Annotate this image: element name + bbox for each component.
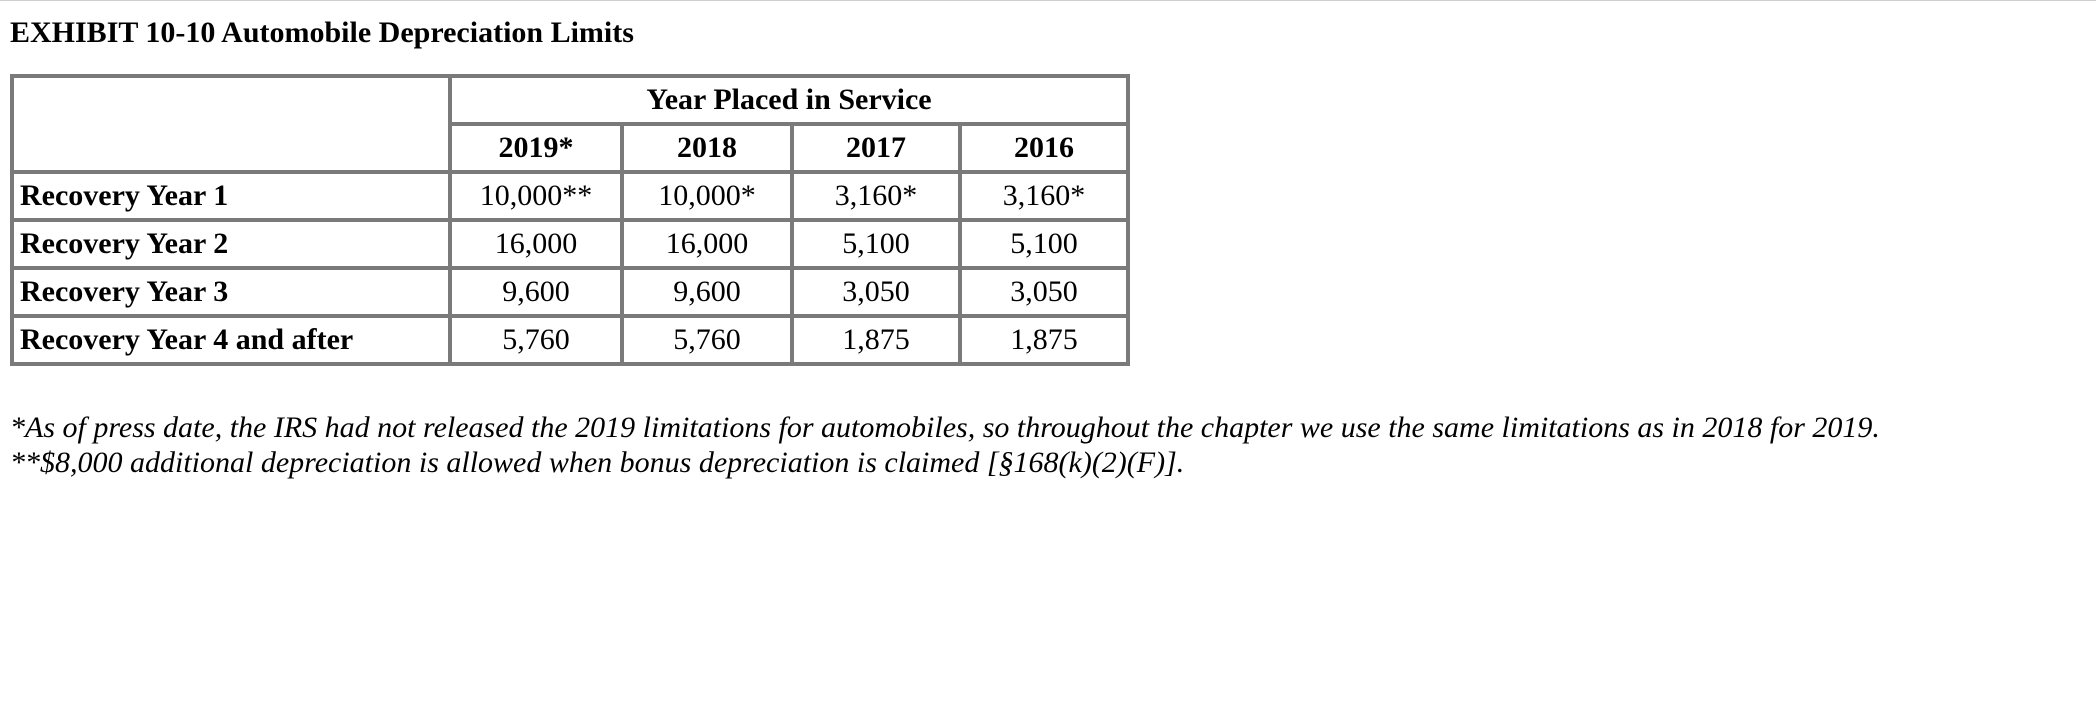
- row-label: Recovery Year 4 and after: [12, 316, 450, 364]
- exhibit-title: EXHIBIT 10-10 Automobile Depreciation Limits: [10, 16, 634, 49]
- column-header-2016: 2016: [960, 124, 1128, 172]
- table-cell: 1,875: [960, 316, 1128, 364]
- table-cell: 5,100: [960, 220, 1128, 268]
- table-cell: 3,050: [960, 268, 1128, 316]
- table-row: [12, 172, 1128, 220]
- depreciation-limits-table: [10, 74, 1130, 366]
- table-cell: 1,875: [792, 316, 960, 364]
- year-placed-in-service-header: Year Placed in Service: [450, 76, 1128, 124]
- table-cell: 9,600: [622, 268, 792, 316]
- table-cell: 10,000**: [450, 172, 622, 220]
- table-cell: 3,160*: [792, 172, 960, 220]
- header-row-group: [12, 76, 1128, 124]
- footnotes: [10, 410, 1880, 480]
- footnote-bonus-depreciation: **$8,000 additional depreciation is allowed when bonus depreciation is claimed [§168(k)(2)(F)].: [10, 446, 1185, 479]
- column-header-2019: 2019*: [450, 124, 622, 172]
- table-cell: 16,000: [450, 220, 622, 268]
- top-divider: [0, 0, 2096, 1]
- table-cell: 5,760: [450, 316, 622, 364]
- corner-cell: [12, 76, 450, 172]
- column-header-2017: 2017: [792, 124, 960, 172]
- table-cell: 3,050: [792, 268, 960, 316]
- table-row: [12, 268, 1128, 316]
- row-label: Recovery Year 3: [12, 268, 450, 316]
- column-header-2018: 2018: [622, 124, 792, 172]
- table-cell: 5,100: [792, 220, 960, 268]
- row-label: Recovery Year 2: [12, 220, 450, 268]
- table-cell: 5,760: [622, 316, 792, 364]
- table-cell: 16,000: [622, 220, 792, 268]
- table-cell: 9,600: [450, 268, 622, 316]
- table-cell: 3,160*: [960, 172, 1128, 220]
- table-cell: 10,000*: [622, 172, 792, 220]
- row-label: Recovery Year 1: [12, 172, 450, 220]
- table-row: [12, 316, 1128, 364]
- footnote-2019-limitations: *As of press date, the IRS had not released the 2019 limitations for automobiles, so throughout the chapter we use the same limitations as in 2018 for 2019.: [10, 411, 1880, 444]
- table-row: [12, 220, 1128, 268]
